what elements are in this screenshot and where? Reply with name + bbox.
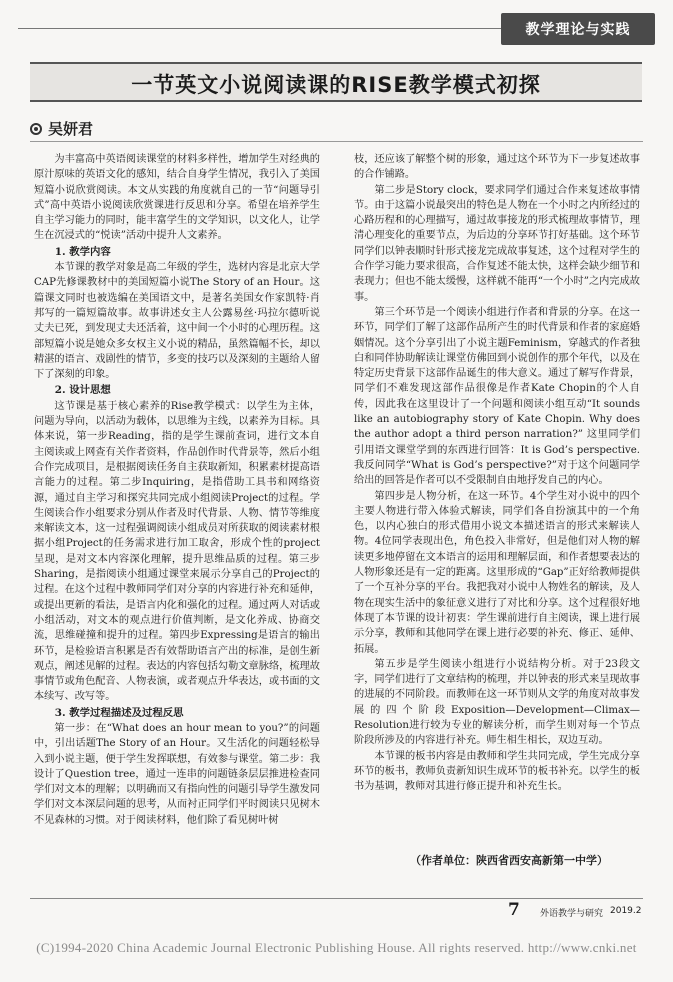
section-label: 教学理论与实践 — [501, 13, 655, 45]
paragraph: 第一步：在“What does an hour mean to you?”的问题中，引出话题The Story of an Hour。又生活化的问题轻松导入到小说主题，便于学生发挥联想，有效参与课堂。第二步：我设计了Question tree，通过一连串的问题链条层层推进检查同学们对文本的理解；以明确而又有指向性的问题引导学生激发同学们对文本深层问题的思考，从而衬正同学们平时阅读只见树木不见森林的习惯。对于阅读材料，他们除了看见树叶树 — [34, 722, 320, 826]
bullet-circle-icon — [30, 123, 42, 135]
section-heading-3: 3. 教学过程描述及过程反思 — [54, 706, 184, 719]
page-number: 7 — [508, 900, 520, 920]
copyright-watermark: (C)1994-2020 China Academic Journal Electronic Publishing House. All rights reserved. http://www.cnki.net — [36, 940, 637, 955]
paragraph: 第三个环节是一个阅读小组进行作者和背景的分享。在这一环节，同学们了解了这部作品所产生的时代背景和作者的家庭婚姻情况。这个分享引出了小说主题Feminism，穿越式的作者独白和同伴协助解读让课堂仿佛回到小说创作的那个年代，以及在特定历史背景下这部作品诞生的伟大意义。通过了解写作背景，同学们不难发现这部作品很像是作者Kate Chopin的个人自传，因此我在这里设计了一个问题和阅读小组互动“It sounds like an autobiography story of Kate Chopin. Why does the author adopt a third person narration?” 这里同学们引用语文课堂学到的东西进行回答：It is God’s perspective. 我反问同学“What is God’s perspective?”对于这个问题同学给出的回答是作者可以不受限制自由地抒发自己的内心。 — [354, 306, 640, 487]
journal-issue: 2019.2 — [610, 906, 642, 916]
journal-name: 外语教学与研究 — [540, 909, 604, 919]
paragraph: 第四步是人物分析，在这一环节。4个学生对小说中的四个主要人物进行带入体验式解读，同学们各自扮演其中的一个角色，以内心独白的形式借用小说文本描述语言的形式来解读人物。4位同学表现出色，角色投入非常好，但是他们对人物的解读更多地停留在文本语言的运用和理解层面，和作者想要表达的人物形象还是有一定的距离。这里形成的“Gap”正好给教师提供了一个互补分享的平台。我把我对小说中人物姓名的解读，及人物在现实生活中的象征意义进行了对比和分享。这个过程很好地体现了本节课的设计初衷：学生课前进行自主阅读，课上进行展示分享，教师和其他同学在课上进行必要的补充、修正、延伸、拓展。 — [354, 490, 640, 655]
paragraph: 第二步是Story clock，要求同学们通过合作来复述故事情节。由于这篇小说最突出的特色是人物在一个小时之内所经过的心路历程和的心理描写，通过故事接龙的形式梳理故事情节，理清心理变化的重要节点，为后边的分享环节打好基础。这个环节同学们以钟表顺时针形式接龙完成故事复述，这个过程对学生的合作学习能力要求很高，合作复述不能太快，这样会缺少细节和表现力；但也不能太缓慢，这样就不能再“一个小时”之内完成故事。 — [354, 184, 640, 303]
author-affiliation: （作者单位：陕西省西安高新第一中学） — [410, 854, 608, 867]
paragraph: 本节课的教学对象是高二年级的学生，选材内容是北京大学CAP先修课教材中的美国短篇小说The Story of an Hour。这篇课文同时也被选编在美国语文中，是著名美国女作家凯特·肖邦写的一篇短篇故事。故事讲述女主人公露易丝·玛拉尔德听说丈夫已死，到发现丈夫还活着，这中间一个小时的心理历程。这部短篇小说是她众多女权主义小说的精品，虽然篇幅不长，却以精湛的语言、戏剧性的情节，多变的技巧以及深刻的主题给人留下了深刻的印象。 — [34, 262, 320, 381]
paragraph: 第五步是学生阅读小组进行小说结构分析。对于23段文字，同学们进行了文章结构的梳理，并以钟表的形式来呈现故事的进展的不同阶段。而教师在这一环节则从文学的角度对故事发展的四个阶段Exposition—Development—Climax—Resolution进行较为专业的解读分析，而学生则对每一个节点阶段所涉及的内容进行补充。师生相生相长，双边互动。 — [354, 658, 640, 747]
intro-paragraph: 为丰富高中英语阅读课堂的材料多样性，增加学生对经典的原汁原味的英语文化的感知，结合自身学生情况，我引入了美国短篇小说欣赏阅读。本文从实践的角度就自己的一节“问题导引式”高中英语小说阅读欣赏课进行反思和分享。希望在培养学生自主学习能力的同时，能丰富学生的文学知识，以文化人，让学生在沉浸式的“悦读”活动中提升人文素养。 — [34, 154, 320, 242]
paragraph: 枝，还应该了解整个树的形象，通过这个环节为下一步复述故事的合作铺路。 — [354, 154, 640, 181]
author-name: 吴妍君 — [48, 120, 94, 138]
footer-rule — [30, 898, 643, 899]
section-heading-1: 1. 教学内容 — [54, 245, 111, 258]
paragraph: 本节课的板书内容是由教师和学生共同完成，学生完成分享环节的板书，教师负责新知识生成环节的板书补充。以学生的板书为基调，教师对其进行修正提升和补充生长。 — [354, 750, 640, 793]
author-row — [30, 118, 93, 139]
paragraph: 这节课是基于核心素养的Rise教学模式：以学生为主体，问题为导向，以活动为载体，以思维为主线，以素养为目标。具体来说，第一步Reading，指的是学生课前查词，进行文本自主阅读或上网查有关作者资料，作品创作时代背景等，然后小组合作完成项目，是根据阅读任务自主获取新知，积累素材提高语言能力的过程。第二步Inquiring，是指借助工具书和网络资源，通过自主学习和探究共同完成小组阅读Project的过程。学生阅读合作小组要求分别从作者及时代背景、人物、情节等维度来解读文本，这一过程强调阅读小组成员对所获取的阅读素材根据小组Project的任务需求进行加工取舍，形成个性的project呈现，是对文本内容深化理解，提升思维品质的过程。第三步Sharing，是指阅读小组通过课堂来展示分享自己的Project的过程。在这个过程中教师同学们对分享的内容进行补充和延伸，或提出更新的看法，是语言内化和强化的过程。通过两人对话或小组活动，对文本的观点进行价值判断，是文化养成、协商交流，思维碰撞和提升的过程。第四步Expressing是语言的输出环节，是检验语言积累是否有效帮助语言产出的标准，是创生新观点，阐述见解的过程。表达的内容包括勾勒文章脉络，梳理故事情节或角色配音、人物表演，或者观点升华表达，或书面的文本续写、改写等。 — [34, 400, 320, 703]
left-column — [34, 152, 320, 828]
title-box — [30, 62, 642, 102]
section-heading-2: 2. 设计思想 — [54, 384, 111, 397]
author-rule — [30, 141, 643, 142]
header-rule — [18, 28, 501, 29]
right-column — [354, 152, 640, 794]
article-title: 一节英文小说阅读课的RISE教学模式初探 — [131, 73, 541, 97]
